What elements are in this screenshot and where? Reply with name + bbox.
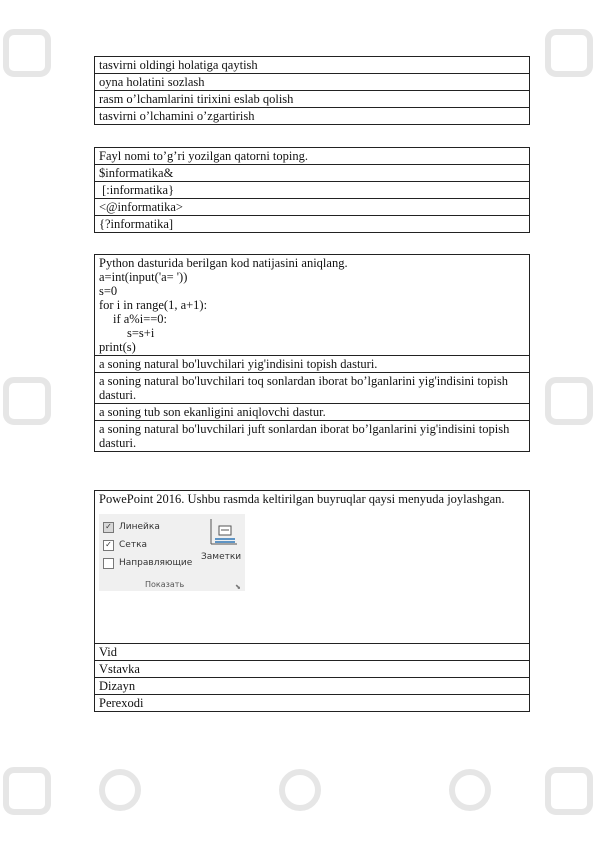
question-2-table [94, 147, 530, 233]
ribbon-guides-row [103, 556, 192, 570]
notes-icon [203, 518, 239, 548]
q3-question-cell [95, 255, 530, 356]
code-line-6: print(s) [99, 340, 136, 354]
q1-option-1[interactable]: tasvirni oldingi holatiga qaytish [95, 57, 530, 74]
ribbon-grid-label: Сетка [119, 540, 148, 550]
q3-option-4[interactable]: a soning natural bo'luvchilari juft sonlardan iborat bo’lganlarini yig'indisini topish dasturi. [95, 421, 530, 452]
q2-question: Fayl nomi to’g’ri yozilgan qatorni toping. [95, 148, 530, 165]
q4-option-3[interactable]: Dizayn [95, 678, 530, 695]
code-line-5: s=s+i [127, 326, 155, 340]
q3-option-1[interactable]: a soning natural bo'luvchilari yig'indisini topish dasturi. [95, 356, 530, 373]
code-line-3: for i in range(1, a+1): [99, 298, 208, 312]
ribbon-ruler-label: Линейка [119, 522, 160, 532]
checkbox-unchecked-icon [103, 558, 114, 569]
question-3-table [94, 254, 530, 452]
dialog-launcher-icon: ⬊ [235, 583, 241, 591]
q2-option-3[interactable]: <@informatika> [95, 199, 530, 216]
ribbon-group-label: Показать [145, 580, 185, 589]
ribbon-grid-row [103, 538, 147, 552]
checkbox-checked-icon: ✓ [103, 522, 114, 533]
q4-option-1[interactable]: Vid [95, 644, 530, 661]
question-1-table [94, 56, 530, 125]
code-line-1: a=int(input('a= ')) [99, 270, 188, 284]
q1-option-2[interactable]: oyna holatini sozlash [95, 74, 530, 91]
q4-option-2[interactable]: Vstavka [95, 661, 530, 678]
q3-option-2[interactable]: a soning natural bo'luvchilari toq sonlardan iborat bo’lganlarini yig'indisini topish dasturi. [95, 373, 530, 404]
ribbon-notes-label: Заметки [201, 552, 242, 562]
ribbon-screenshot [99, 514, 245, 591]
q4-question-cell [95, 491, 530, 644]
q2-option-1[interactable]: $informatika& [95, 165, 530, 182]
q2-option-2[interactable]: [:informatika} [95, 182, 530, 199]
checkbox-checked-icon: ✓ [103, 540, 114, 551]
q1-option-4[interactable]: tasvirni o’lchamini o’zgartirish [95, 108, 530, 125]
q3-question: Python dasturida berilgan kod natijasini aniqlang. [99, 256, 348, 270]
code-line-4: if a%i==0: [113, 312, 168, 326]
q1-option-3[interactable]: rasm o’lchamlarini tirixini eslab qolish [95, 91, 530, 108]
ribbon-guides-label: Направляющие [119, 558, 193, 568]
q3-option-3[interactable]: a soning tub son ekanligini aniqlovchi dastur. [95, 404, 530, 421]
code-line-2: s=0 [99, 284, 118, 298]
question-4-table [94, 490, 530, 712]
q4-question: PowePoint 2016. Ushbu rasmda keltirilgan buyruqlar qaysi menyuda joylashgan. [99, 492, 505, 506]
q2-option-4[interactable]: {?informatika] [95, 216, 530, 233]
ribbon-ruler-row [103, 520, 160, 534]
q4-option-4[interactable]: Perexodi [95, 695, 530, 712]
